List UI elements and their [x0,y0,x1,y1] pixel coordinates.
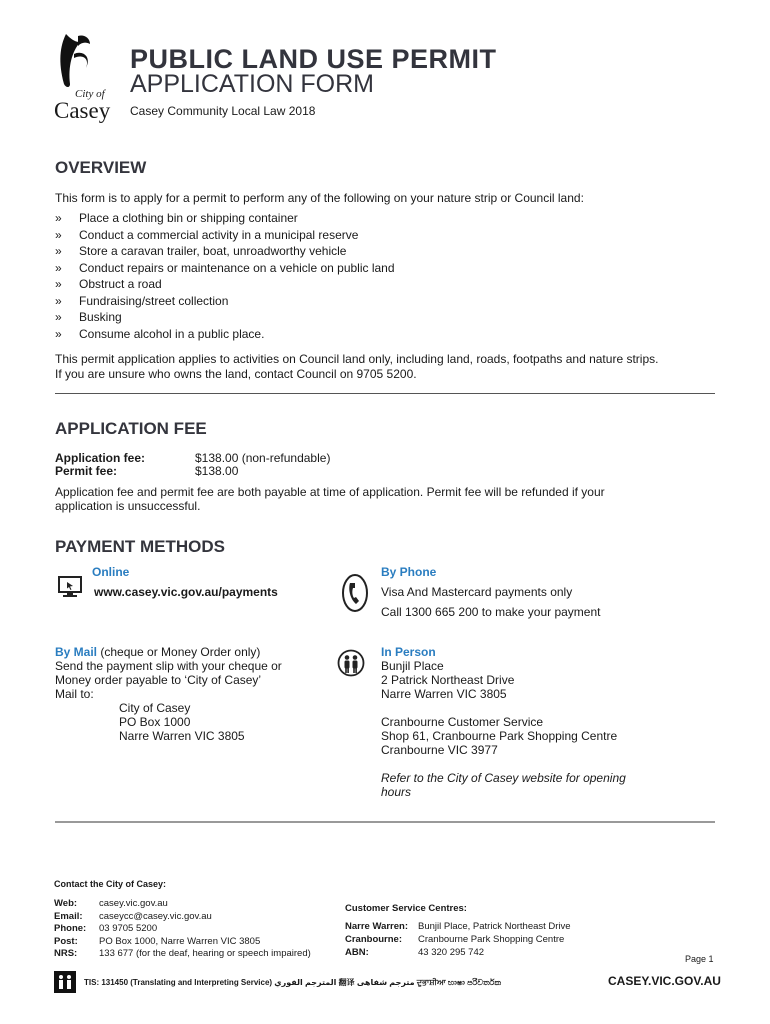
page-title-secondary: APPLICATION FORM [130,70,375,98]
csc-abn [345,947,484,960]
person-line-2: 2 Patrick Northeast Drive [381,673,515,687]
city-of-casey-logo [54,32,114,124]
fee-note-2: application is unsuccessful. [55,499,201,513]
nw-value: Bunjil Place, Patrick Northeast Drive [418,921,571,932]
permit-fee-label: Permit fee: [55,464,118,478]
mail-address-3: Narre Warren VIC 3805 [119,729,245,743]
web-key: Web: [54,898,78,909]
list-item: » Conduct a commercial activity in a municipal reserve [55,227,395,244]
post-key: Post: [54,935,78,947]
list-item: » Obstruct a road [55,276,395,293]
overview-heading: OVERVIEW [55,158,147,177]
mail-address-1: City of Casey [119,701,191,715]
person-line-1: Bunjil Place [381,659,444,673]
cr-value: Cranbourne Park Shopping Centre [418,934,565,945]
mail-address-2: PO Box 1000 [119,715,191,729]
activity-list [55,210,395,342]
page-title: PUBLIC LAND USE PERMIT [130,44,497,74]
nrs-value: 133 677 (for the deaf, hearing or speech impaired) [99,948,311,959]
cr-key: Cranbourne: [345,934,402,945]
contact-heading: Contact the City of Casey: [54,879,167,889]
email-link[interactable]: caseycc@casey.vic.gov.au [99,910,212,922]
payment-heading: PAYMENT METHODS [55,537,226,556]
overview-note-2: If you are unsure who owns the land, contact Council on 9705 5200. [55,367,417,381]
overview-intro: This form is to apply for a permit to perform any of the following on your nature strip or Council land: [55,191,584,205]
site-url[interactable]: CASEY.VIC.GOV.AU [608,974,721,988]
csc-cranbourne [345,934,564,947]
phone-line-1: Visa And Mastercard payments only [381,585,573,599]
casey-bird-icon [56,32,100,90]
list-item: » Store a caravan trailer, boat, unroadworthy vehicle [55,243,395,260]
phone-label: By Phone [381,565,437,579]
fee-heading: APPLICATION FEE [55,419,207,438]
permit-fee-row [55,464,238,478]
mail-line-4: Mail to: [55,687,94,701]
person-line-5: Shop 61, Cranbourne Park Shopping Centre [381,729,618,743]
list-item: » Place a clothing bin or shipping container [55,210,395,227]
person-line-6: Cranbourne VIC 3977 [381,743,498,757]
application-fee-value: $138.00 (non-refundable) [195,451,331,465]
person-line-3: Narre Warren VIC 3805 [381,687,507,701]
list-item: » Busking [55,309,395,326]
web-link[interactable]: casey.vic.gov.au [99,898,168,909]
person-line-4: Cranbourne Customer Service [381,715,544,729]
mail-line-3: Money order payable to ‘City of Casey’ [55,673,262,687]
computer-icon [57,574,83,600]
logo-casey: Casey [54,98,111,123]
abn-key: ABN: [345,947,369,958]
logo-city-of: City of [75,88,105,100]
people-icon [337,649,365,677]
mail-line-1-text: (cheque or Money Order only) [97,645,261,659]
abn-value: 43 320 295 742 [418,947,485,958]
contact-table [54,898,311,961]
overview-note-1: This permit application applies to activities on Council land only, including land, roads, footpaths and nature strips. [55,352,659,366]
list-item: » Fundraising/street collection [55,293,395,310]
mail-label: By Mail [55,645,98,659]
nw-key: Narre Warren: [345,921,409,932]
person-note-1: Refer to the City of Casey website for opening [381,771,626,785]
page-number: Page 1 [685,954,714,964]
divider [55,393,715,394]
tis-line: TIS: 131450 (Translating and Interpreting Service) المترجم الفوري 翻译 مترجم شفاهی ਦੁਭਾਸ਼ੀਆ භාෂා පරිවර්තක [84,978,501,987]
list-item: » Conduct repairs or maintenance on a vehicle on public land [55,260,395,277]
divider [55,821,715,823]
phone-icon [341,573,369,613]
application-fee-row [55,451,330,465]
fee-note-1: Application fee and permit fee are both payable at time of application. Permit fee will be refunded if your [55,485,605,499]
mail-line-2: Send the payment slip with your cheque or [55,659,282,673]
csc-narre-warren [345,921,571,934]
page-subtitle: Casey Community Local Law 2018 [130,104,316,118]
post-value: PO Box 1000, Narre Warren VIC 3805 [99,935,261,947]
nrs-key: NRS: [54,948,78,959]
csc-heading: Customer Service Centres: [345,903,467,914]
phone-key: Phone: [54,923,87,934]
phone-line-2: Call 1300 665 200 to make your payment [381,605,601,619]
list-item: » Consume alcohol in a public place. [55,326,395,343]
person-note-2: hours [381,785,412,799]
email-key: Email: [54,910,83,922]
mail-line-1 [55,645,260,659]
phone-value: 03 9705 5200 [99,923,158,934]
application-fee-label: Application fee: [55,451,146,465]
interpreter-icon [54,971,76,993]
online-label: Online [92,565,130,579]
permit-fee-value: $138.00 [195,464,239,478]
in-person-label: In Person [381,645,436,659]
payments-url-link[interactable]: www.casey.vic.gov.au/payments [94,585,278,599]
